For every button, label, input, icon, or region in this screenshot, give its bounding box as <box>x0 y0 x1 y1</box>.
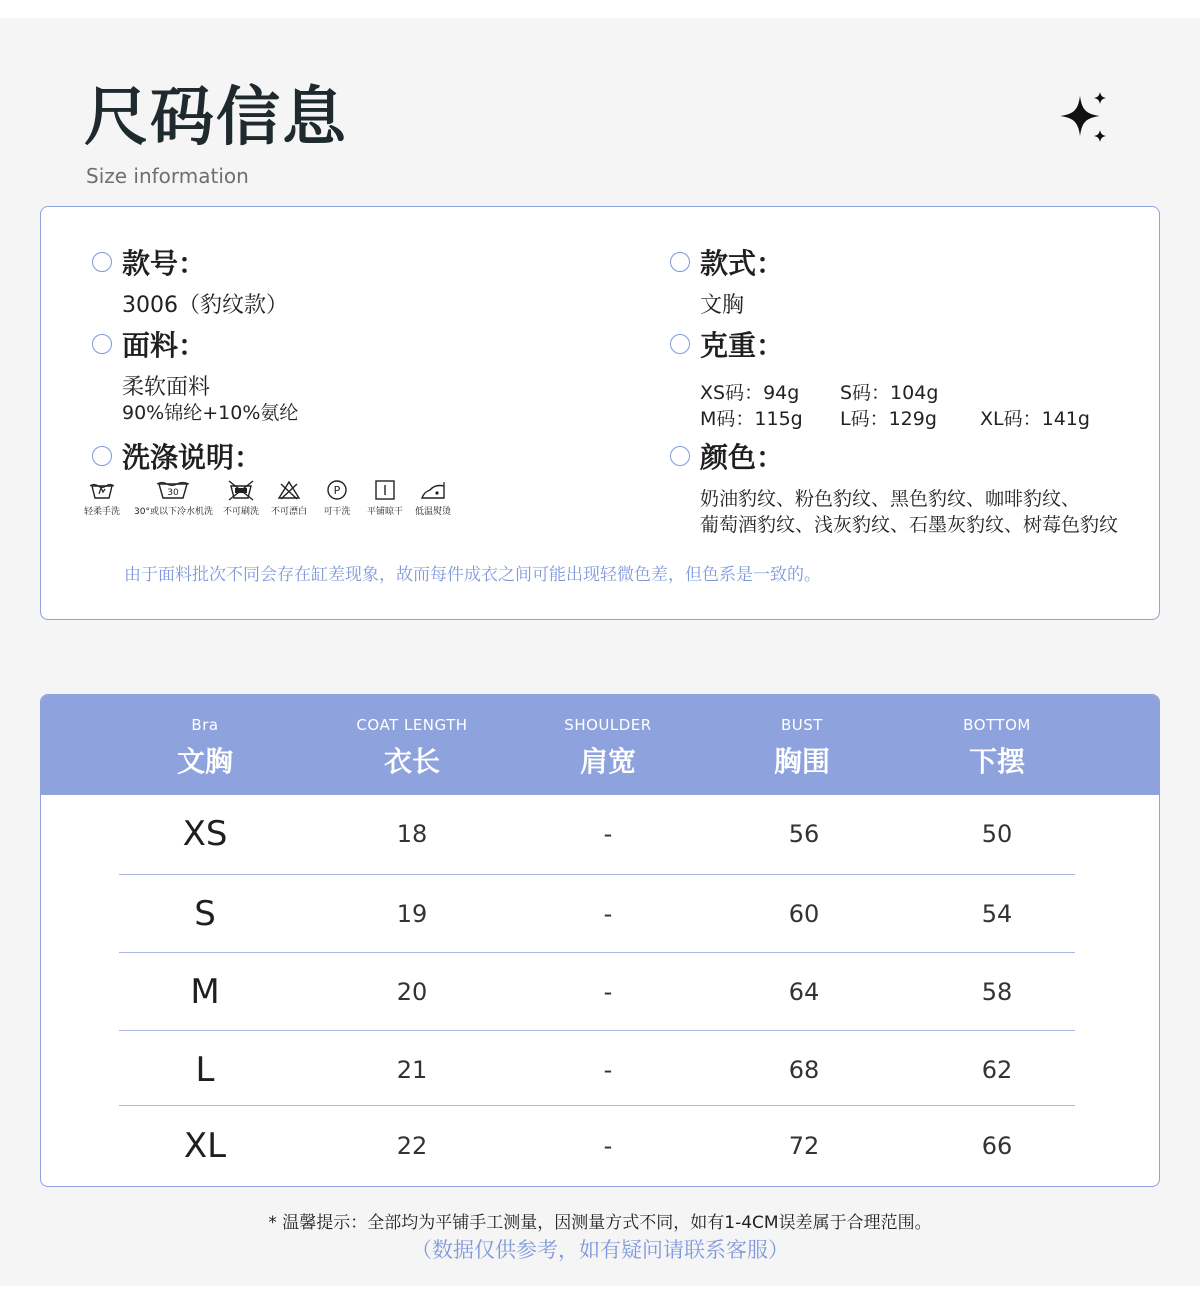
style-type-value: 文胸 <box>700 293 745 318</box>
wash-field <box>92 436 262 476</box>
circle-bullet-icon <box>670 252 690 272</box>
length-cell: 20 <box>396 978 428 1006</box>
circle-bullet-icon <box>92 446 112 466</box>
bust-cell: 68 <box>788 1056 820 1084</box>
bust-cell: 72 <box>788 1132 820 1160</box>
care-label: 轻柔手洗 <box>83 507 120 517</box>
size-cell: XL <box>183 1126 227 1166</box>
size-table <box>40 694 1160 1187</box>
weight-l: L码：129g <box>840 407 937 430</box>
fabric-composition: 90%锦纶+10%氨纶 <box>122 401 299 424</box>
header-zh: 文胸 <box>176 745 233 778</box>
circle-bullet-icon <box>92 334 112 354</box>
wash-temp-text: 30 <box>167 488 180 498</box>
shoulder-cell: - <box>603 900 613 928</box>
header-en: Bra <box>191 716 219 734</box>
care-label: 不可刷洗 <box>222 507 259 517</box>
care-label: 平铺晾干 <box>366 507 403 517</box>
care-label: 不可漂白 <box>270 507 307 517</box>
header-zh: 衣长 <box>383 745 440 778</box>
weight-xl: XL码：141g <box>980 407 1090 430</box>
weight-xs: XS码：94g <box>700 381 800 404</box>
shoulder-cell: - <box>603 1056 613 1084</box>
style-type-field <box>670 242 784 320</box>
bust-cell: 64 <box>788 978 820 1006</box>
bottom-cell: 66 <box>981 1132 1013 1160</box>
weight-field <box>670 324 1120 430</box>
weight-list <box>700 378 1120 430</box>
care-item <box>269 478 309 517</box>
care-item <box>413 478 453 517</box>
flat-dry-icon <box>365 478 405 502</box>
colors-line: 葡萄酒豹纹、浅灰豹纹、石墨灰豹纹、树莓色豹纹 <box>700 514 1119 536</box>
wash-30-icon <box>153 478 193 502</box>
colors-line: 奶油豹纹、粉色豹纹、黑色豹纹、咖啡豹纹、 <box>700 488 1081 510</box>
table-row <box>41 1107 1160 1185</box>
header-coat-length <box>312 695 512 795</box>
bust-cell: 60 <box>788 900 820 928</box>
no-bleach-icon <box>269 478 309 502</box>
shoulder-cell: - <box>603 820 613 848</box>
care-item <box>82 478 122 517</box>
weight-m: M码：115g <box>700 407 803 430</box>
fabric-field <box>92 324 298 425</box>
care-icons-row <box>82 478 461 517</box>
length-cell: 18 <box>396 820 428 848</box>
header-bottom <box>897 695 1097 795</box>
header-zh: 胸围 <box>773 745 830 778</box>
no-brushing-icon <box>221 478 261 502</box>
header-en: BOTTOM <box>963 716 1031 734</box>
bottom-cell: 54 <box>981 900 1013 928</box>
care-item <box>221 478 261 517</box>
style-number-value: 3006（豹纹款） <box>122 293 288 318</box>
care-label: 低温熨烫 <box>414 507 451 517</box>
header-en: BUST <box>781 716 823 734</box>
reference-note: （数据仅供参考，如有疑问请联系客服） <box>411 1238 789 1262</box>
page-title: 尺码信息 <box>84 81 348 155</box>
bottom-cell: 50 <box>981 820 1013 848</box>
size-cell: L <box>195 1050 215 1090</box>
color-difference-note: 由于面料批次不同会存在缸差现象，故而每件成衣之间可能出现轻微色差，但色系是一致的。 <box>124 565 821 585</box>
length-cell: 22 <box>396 1132 428 1160</box>
measurement-tip: * 温馨提示：全部均为平铺手工测量，因测量方式不同，如有1-4CM误差属于合理范围。 <box>268 1213 932 1233</box>
shoulder-cell: - <box>603 978 613 1006</box>
header-bra <box>105 695 305 795</box>
size-table-header <box>41 695 1160 795</box>
bust-cell: 56 <box>788 820 820 848</box>
length-cell: 21 <box>396 1056 428 1084</box>
header-bust <box>702 695 902 795</box>
bottom-cell: 62 <box>981 1056 1013 1084</box>
dry-clean-p-icon <box>317 478 357 502</box>
circle-bullet-icon <box>670 446 690 466</box>
header-en: COAT LENGTH <box>356 716 468 734</box>
table-row <box>41 795 1160 873</box>
size-cell: M <box>190 972 220 1012</box>
circle-bullet-icon <box>92 252 112 272</box>
color-label: 颜色： <box>700 441 785 474</box>
table-row <box>41 1031 1160 1109</box>
care-item <box>134 478 213 517</box>
style-type-label: 款式： <box>700 247 785 280</box>
table-row <box>41 953 1160 1031</box>
header-en: SHOULDER <box>564 716 652 734</box>
care-item <box>365 478 405 517</box>
wash-label: 洗涤说明： <box>122 441 263 474</box>
size-cell: S <box>194 894 216 934</box>
header-shoulder <box>508 695 708 795</box>
care-label: 30°或以下冷水机洗 <box>134 507 213 517</box>
low-iron-icon <box>413 478 453 502</box>
style-number-field <box>92 242 288 320</box>
table-row <box>41 875 1160 953</box>
page-subtitle: Size information <box>86 164 249 188</box>
row-divider <box>119 1105 1075 1106</box>
color-list <box>700 486 1118 538</box>
care-label: 可干洗 <box>323 507 351 517</box>
size-cell: XS <box>182 814 228 854</box>
header-zh: 下摆 <box>968 745 1025 778</box>
header-zh: 肩宽 <box>579 745 636 778</box>
bottom-cell: 58 <box>981 978 1013 1006</box>
fabric-value: 柔软面料 <box>122 375 211 400</box>
style-number-label: 款号： <box>122 247 207 280</box>
color-field <box>670 436 1118 538</box>
hand-wash-icon <box>82 478 122 502</box>
fabric-label: 面料： <box>122 329 207 362</box>
weight-s: S码：104g <box>840 381 939 404</box>
sparkle-icon <box>1056 88 1112 148</box>
length-cell: 19 <box>396 900 428 928</box>
dry-clean-letter: P <box>333 484 341 497</box>
shoulder-cell: - <box>603 1132 613 1160</box>
circle-bullet-icon <box>670 334 690 354</box>
care-item <box>317 478 357 517</box>
weight-label: 克重： <box>700 329 785 362</box>
